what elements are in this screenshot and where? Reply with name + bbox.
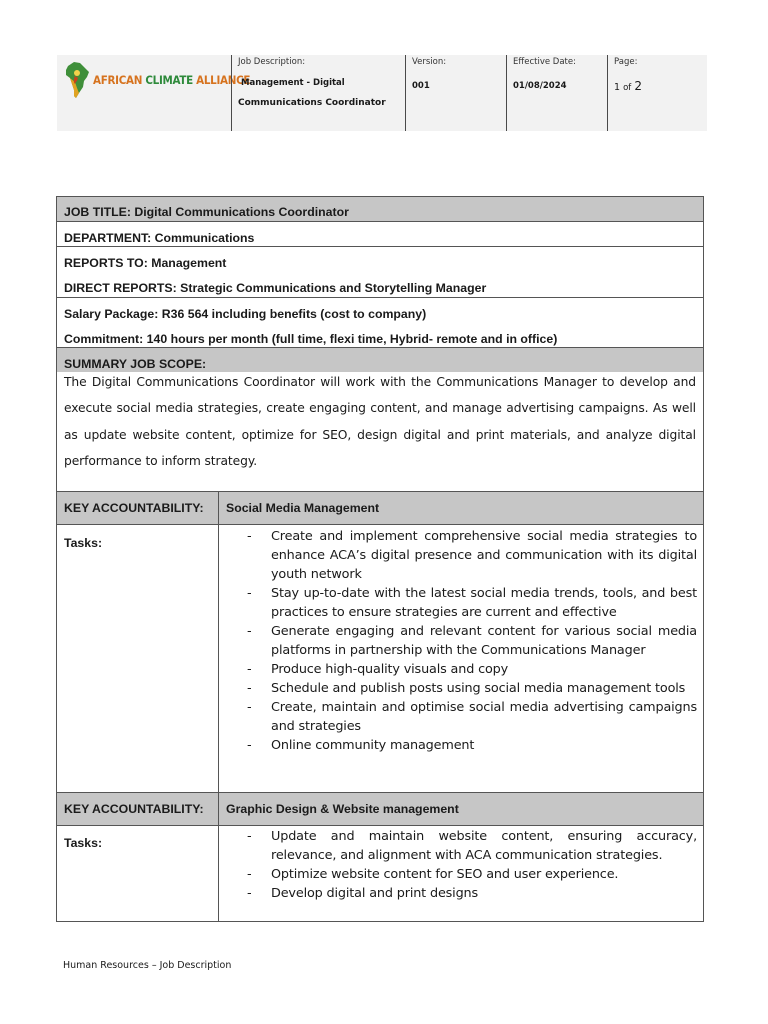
job-description-value-line1: Management - Digital	[241, 78, 345, 88]
job-title: JOB TITLE: Digital Communications Coordinator	[64, 205, 349, 219]
page-cell	[607, 55, 707, 131]
document-header	[57, 55, 707, 131]
effective-date-cell	[506, 55, 607, 131]
effective-date-value: 01/08/2024	[513, 81, 567, 91]
summary-row	[56, 369, 704, 491]
accountability-label: KEY ACCOUNTABILITY:	[64, 802, 204, 816]
tasks-label: Tasks:	[64, 536, 103, 550]
logo-wordmark: AFRICAN CLIMATE ALLIANCE	[93, 73, 251, 87]
page-label: Page:	[614, 57, 638, 67]
task-item: - Online community management	[219, 736, 703, 755]
job-description-label: Job Description:	[238, 57, 306, 67]
accountability-title: Graphic Design & Website management	[226, 802, 459, 816]
task-item: - Produce high-quality visuals and copy	[219, 660, 703, 679]
page-total: 2	[634, 79, 642, 93]
task-item: - Create and implement comprehensive social media strategies to enhance ACA’s digital presence and communication with its digital youth network	[219, 527, 703, 584]
accountability-tasks-row	[56, 825, 704, 922]
effective-date-label: Effective Date:	[513, 57, 576, 67]
summary-text: The Digital Communications Coordinator will work with the Communications Manager to develop and execute social media strategies, create engaging content, and manage advertising campaigns. As well as update website content, optimize for SEO, design digital and print materials, and analyze digital performance to inform strategy.	[64, 375, 696, 468]
job-description-value-line2: Communications Coordinator	[238, 98, 386, 108]
task-list	[219, 527, 703, 755]
accountability-header-row	[56, 792, 704, 825]
accountability-label: KEY ACCOUNTABILITY:	[64, 501, 204, 515]
summary-label: SUMMARY JOB SCOPE:	[64, 357, 207, 371]
task-item: - Schedule and publish posts using social media management tools	[219, 679, 703, 698]
africa-map-icon	[65, 60, 91, 104]
department-row	[56, 221, 704, 246]
task-item: - Develop digital and print designs	[219, 884, 703, 903]
task-item: - Stay up-to-date with the latest social media trends, tools, and best practices to ensure strategies are current and effective	[219, 584, 703, 622]
reports-to: REPORTS TO: Management	[64, 256, 227, 270]
page-current: 1	[614, 82, 621, 93]
job-description-cell	[231, 55, 405, 131]
task-item: - Update and maintain website content, ensuring accuracy, relevance, and alignment with ACA communication strategies.	[219, 827, 703, 865]
page-number	[614, 75, 701, 99]
department: DEPARTMENT: Communications	[64, 231, 255, 245]
tasks-label: Tasks:	[64, 836, 103, 850]
task-list	[219, 827, 703, 903]
organization-logo	[63, 58, 251, 108]
version-cell	[405, 55, 506, 131]
page-of: of	[623, 83, 632, 93]
page-footer: Human Resources – Job Description	[63, 960, 232, 971]
commitment: Commitment: 140 hours per month (full time, flexi time, Hybrid- remote and in office)	[64, 332, 558, 346]
version-value: 001	[412, 81, 430, 91]
direct-reports: DIRECT REPORTS: Strategic Communications and Storytelling Manager	[64, 281, 487, 295]
salary-package: Salary Package: R36 564 including benefits (cost to company)	[64, 307, 427, 321]
accountability-tasks-row	[56, 524, 704, 792]
task-item: - Optimize website content for SEO and user experience.	[219, 865, 703, 884]
version-label: Version:	[412, 57, 447, 67]
task-item: - Generate engaging and relevant content for various social media platforms in partnership with the Communications Manager	[219, 622, 703, 660]
job-title-row	[56, 196, 704, 221]
accountability-title: Social Media Management	[226, 501, 380, 515]
job-description-table	[56, 196, 704, 922]
accountability-header-row	[56, 491, 704, 524]
task-item: - Create, maintain and optimise social media advertising campaigns and strategies	[219, 698, 703, 736]
reports-row	[56, 246, 704, 297]
package-row	[56, 297, 704, 347]
